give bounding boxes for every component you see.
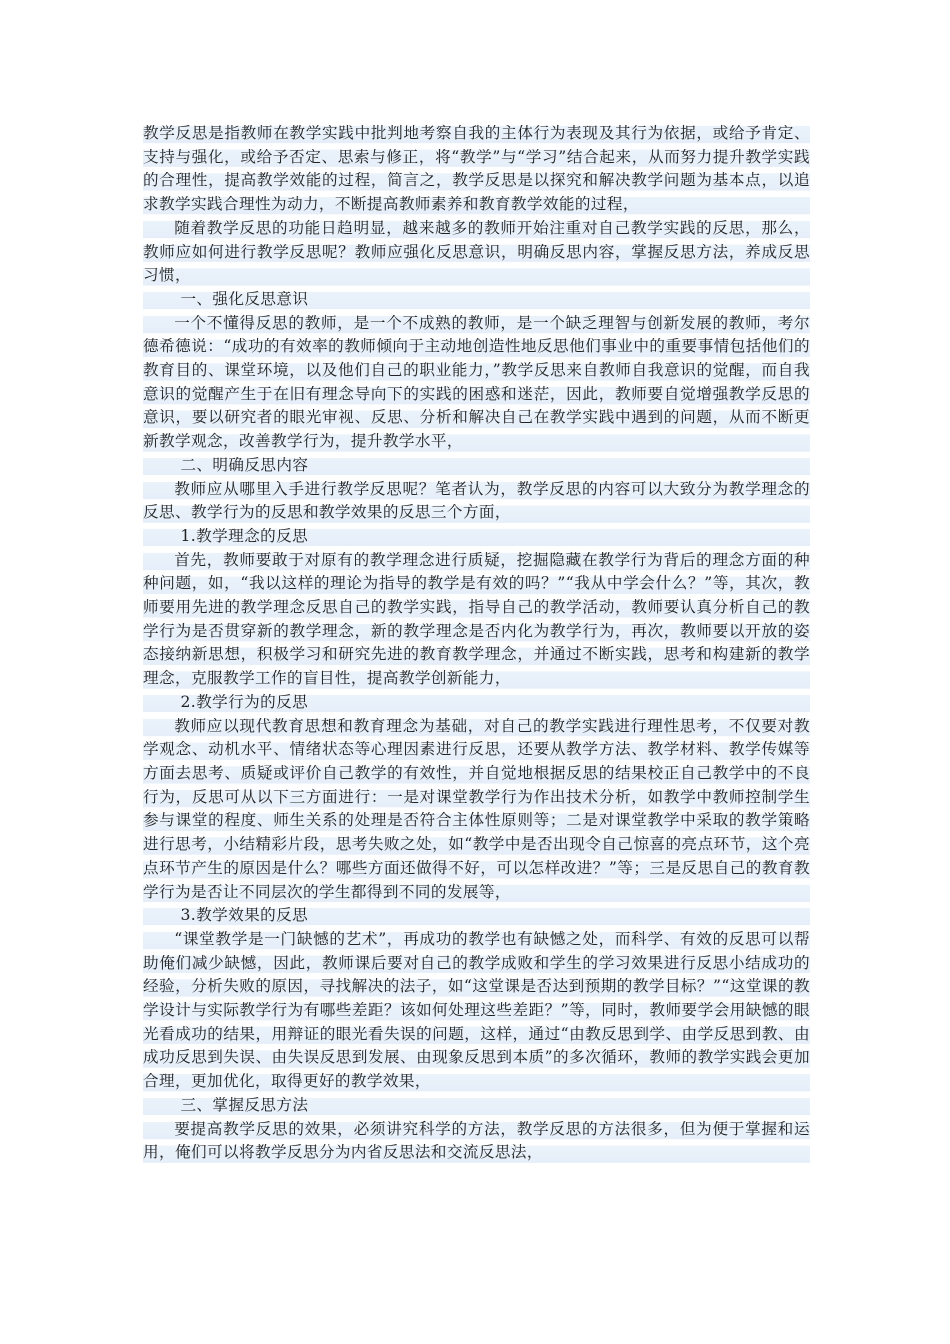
paragraph: “课堂教学是一门缺憾的艺术”，再成功的教学也有缺憾之处，而科学、有效的反思可以帮助俺们减少缺憾，因此，教师课后要对自己的教学成败和学生的学习效果进行反思小结成功的经验，分析失败的原因，寻找解决的法子，如“这堂课是否达到预期的教学目标？”“这堂课的教学设计与实际教学行为有哪些差距？该如何处理这些差距？”等，同时，教师要学会用缺憾的眼光看成功的结果，用辩证的眼光看失误的问题，这样，通过“由教反思到学、由学反思到教、由成功反思到失误、由失误反思到发展、由现象反思到本质”的多次循环，教师的教学实践会更加合理，更加优化，取得更好的教学效果， xyxy=(143,928,810,1094)
section-heading: 三、掌握反思方法 xyxy=(143,1094,810,1118)
paragraph: 教师应以现代教育思想和教育理念为基础，对自己的教学实践进行理性思考，不仅要对教学观念、动机水平、情绪状态等心理因素进行反思，还要从教学方法、教学材料、教学传媒等方面去思考、质疑或评价自己教学的有效性，并自觉地根据反思的结果校正自己教学中的不良行为，反思可从以下三方面进行：一是对课堂教学行为作出技术分析，如教学中教师控制学生参与课堂的程度、师生关系的处理是否符合主体性原则等；二是对课堂教学中采取的教学策略进行思考，小结精彩片段，思考失败之处，如“教学中是否出现令自己惊喜的亮点环节，这个亮点环节产生的原因是什么？哪些方面还做得不好，可以怎样改进？”等；三是反思自己的教育教学行为是否让不同层次的学生都得到不同的发展等， xyxy=(143,715,810,905)
paragraph: 随着教学反思的功能日趋明显，越来越多的教师开始注重对自己教学实践的反思，那么，教师应如何进行教学反思呢？教师应强化反思意识，明确反思内容，掌握反思方法，养成反思习惯， xyxy=(143,217,810,288)
paragraph: 一个不懂得反思的教师，是一个不成熟的教师，是一个缺乏理智与创新发展的教师，考尔德希德说：“成功的有效率的教师倾向于主动地创造性地反思他们事业中的重要事情包括他们的教育目的、课堂环境，以及他们自己的职业能力，”教学反思来自教师自我意识的觉醒，而自我意识的觉醒产生于在旧有理念导向下的实践的困惑和迷茫，因此，教师要自觉增强教学反思的意识，要以研究者的眼光审视、反思、分析和解决自己在教学实践中遇到的问题，从而不断更新教学观念，改善教学行为，提升教学水平， xyxy=(143,312,810,454)
section-heading: 一、强化反思意识 xyxy=(143,288,810,312)
document-body xyxy=(143,122,810,1165)
paragraph: 教学反思是指教师在教学实践中批判地考察自我的主体行为表现及其行为依据，或给予肯定、支持与强化，或给予否定、思索与修正，将“教学”与“学习”结合起来，从而努力提升教学实践的合理性，提高教学效能的过程，简言之，教学反思是以探究和解决教学问题为基本点，以追求教学实践合理性为动力，不断提高教师素养和教育教学效能的过程， xyxy=(143,122,810,217)
subsection-heading: 3.教学效果的反思 xyxy=(143,904,810,928)
paragraph: 教师应从哪里入手进行教学反思呢？笔者认为，教学反思的内容可以大致分为教学理念的反思、教学行为的反思和教学效果的反思三个方面， xyxy=(143,478,810,525)
subsection-heading: 2.教学行为的反思 xyxy=(143,691,810,715)
subsection-heading: 1.教学理念的反思 xyxy=(143,525,810,549)
paragraph: 首先，教师要敢于对原有的教学理念进行质疑，挖掘隐藏在教学行为背后的理念方面的种种问题，如，“我以这样的理论为指导的教学是有效的吗？”“我从中学会什么？”等，其次，教师要用先进的教学理念反思自己的教学实践，指导自己的教学活动，教师要认真分析自己的教学行为是否贯穿新的教学理念，新的教学理念是否内化为教学行为，再次，教师要以开放的姿态接纳新思想，积极学习和研究先进的教育教学理念，并通过不断实践，思考和构建新的教学理念，克服教学工作的盲目性，提高教学创新能力， xyxy=(143,549,810,691)
paragraph: 要提高教学反思的效果，必须讲究科学的方法，教学反思的方法很多，但为便于掌握和运用，俺们可以将教学反思分为内省反思法和交流反思法， xyxy=(143,1118,810,1165)
section-heading: 二、明确反思内容 xyxy=(143,454,810,478)
